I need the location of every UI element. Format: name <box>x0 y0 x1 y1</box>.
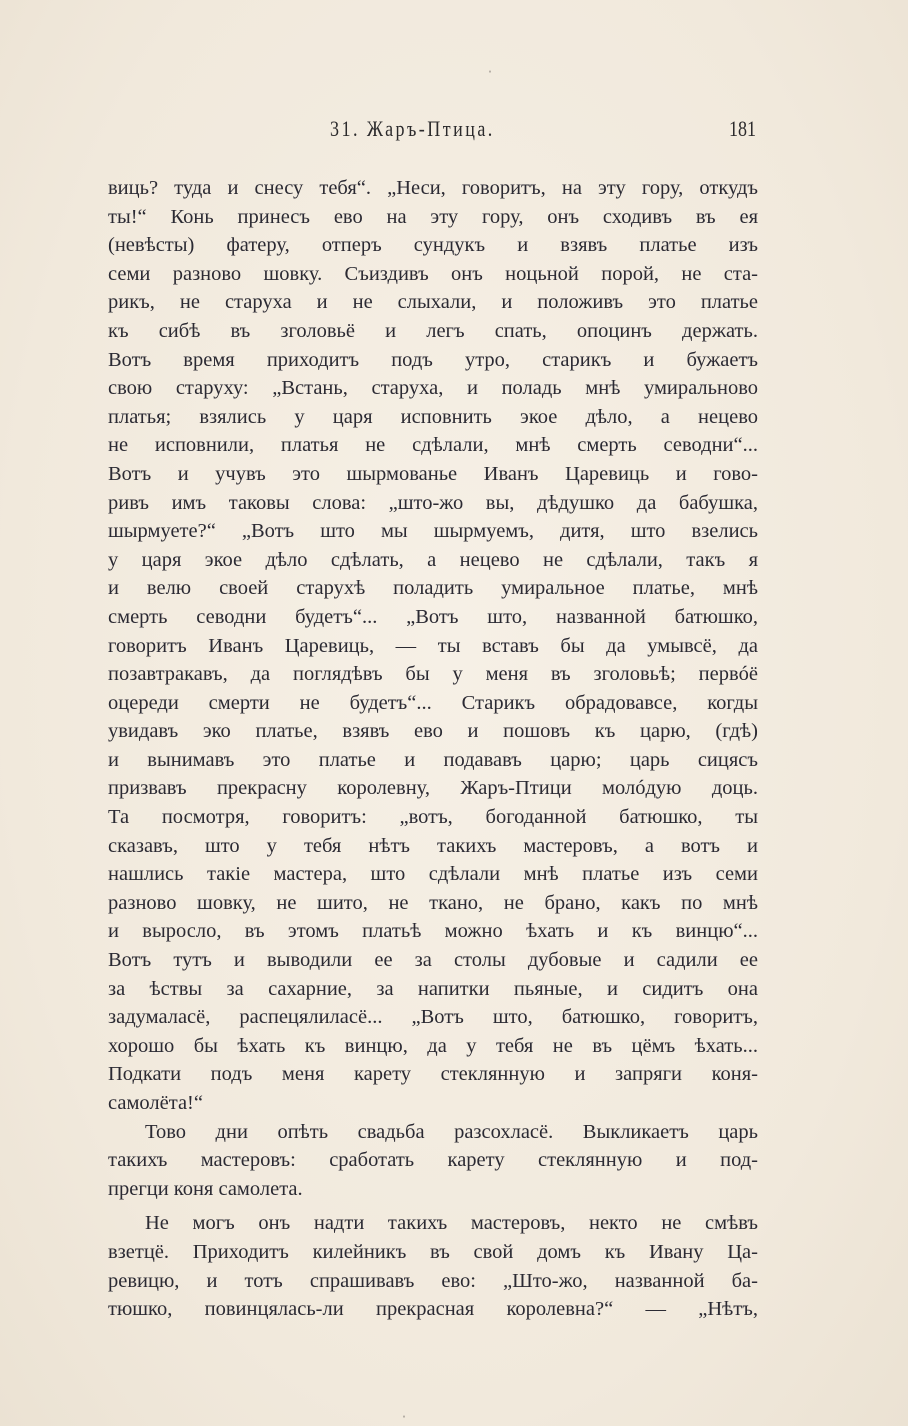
print-speck: ˈ <box>488 68 492 82</box>
text-line: призвавъ прекрасну королевну, Жаръ-Птици молóдую доць. <box>108 777 758 800</box>
paragraph <box>108 174 758 1118</box>
text-line: не исповнили, платья не сдѣлали, мнѣ смерть севодни“... <box>108 434 758 457</box>
text-line: задумаласё, распецялиласё... „Вотъ што, батюшко, говоритъ, <box>108 1006 758 1029</box>
text-line: и выросло, въ этомъ платьѣ можно ѣхать и къ винцю“... <box>108 920 758 943</box>
running-head: 31. Жаръ-Птица. <box>330 116 495 141</box>
text-line: нашлись такіе мастера, што сдѣлали мнѣ платье изъ семи <box>108 863 758 886</box>
text-line: смерть севодни будетъ“... „Вотъ што, названной батюшко, <box>108 605 758 628</box>
text-line: Вотъ тутъ и выводили ее за столы дубовые и садили ее <box>108 949 758 972</box>
text-line: увидавъ эко платье, взявъ ево и пошовъ къ царю, (гдѣ) <box>108 720 758 743</box>
paragraph <box>108 1209 758 1323</box>
text-line: шырмуете?“ „Вотъ што мы шырмуемъ, дитя, што взелись <box>108 520 758 543</box>
page-number: 181 <box>728 116 756 141</box>
text-line: позавтракавъ, да поглядѣвъ бы у меня въ зголовьѣ; первóё <box>108 663 758 686</box>
text-line: ревицю, и тотъ спрашивавъ ево: „Што-жо, названной ба- <box>108 1269 758 1292</box>
text-line: ты!“ Конь принесъ ево на эту гору, онъ сходивъ въ ея <box>108 205 758 228</box>
text-line: и велю своей старухѣ поладить умиральное платье, мнѣ <box>108 577 758 600</box>
print-speck: ˌ <box>402 1404 406 1418</box>
paragraph <box>108 1118 758 1204</box>
text-line: къ сибѣ въ зголовьё и легъ спать, опоцинъ держать. <box>108 319 758 342</box>
text-line: Не могъ онъ надти такихъ мастеровъ, некто не смѣвъ <box>145 1212 758 1235</box>
page-header <box>110 116 756 146</box>
text-line: тюшко, повинцялась-ли прекрасная королевна?“ — „Нѣтъ, <box>108 1298 758 1321</box>
text-line: рикъ, не старуха и не слыхали, и положивъ это платье <box>108 291 758 314</box>
text-line: (невѣсты) фатеру, отперъ сундукъ и взявъ платье изъ <box>108 234 758 257</box>
text-line: семи разново шовку. Съиздивъ онъ ноцьной порой, не ста- <box>108 262 758 285</box>
text-line: Вотъ и учувъ это шырмованье Иванъ Царевиць и гово- <box>108 462 758 485</box>
text-line: разново шовку, не шито, не ткано, не брано, какъ по мнѣ <box>108 891 758 914</box>
text-line: Подкати подъ меня карету стеклянную и запряги коня- <box>108 1063 758 1086</box>
text-line: сказавъ, што у тебя нѣтъ такихъ мастеровъ, а вотъ и <box>108 834 758 857</box>
text-line: взетцё. Приходитъ килейникъ въ свой домъ къ Ивану Ца- <box>108 1240 758 1263</box>
text-line: хорошо бы ѣхать къ винцю, да у тебя не въ цёмъ ѣхать... <box>108 1034 758 1057</box>
text-line: ривъ имъ таковы слова: „што-жо вы, дѣдушко да бабушка, <box>108 491 758 514</box>
text-line: Тово дни опѣть свадьба разсохласё. Выкликаетъ царь <box>145 1120 758 1143</box>
body-text <box>108 174 758 1324</box>
text-line: самолёта!“ <box>108 1092 203 1114</box>
text-line: прегци коня самолета. <box>108 1177 303 1200</box>
text-line: Та посмотря, говоритъ: „вотъ, богоданной батюшко, ты <box>108 806 758 829</box>
text-line: Вотъ время приходитъ подъ утро, старикъ и бужаетъ <box>108 348 758 371</box>
text-line: виць? туда и снесу тебя“. „Неси, говоритъ, на эту гору, откудъ <box>108 177 758 199</box>
text-line: оцереди смерти не будетъ“... Старикъ обрадовавсе, когды <box>108 691 758 714</box>
text-line: такихъ мастеровъ: сработать карету стеклянную и под- <box>108 1149 758 1172</box>
text-line: свою старуху: „Встань, старуха, и поладь мнѣ умиральново <box>108 377 758 400</box>
text-line: говоритъ Иванъ Царевиць, — ты вставъ бы да умывсё, да <box>108 634 758 657</box>
text-line: за ѣствы за сахарние, за напитки пьяные, и сидитъ она <box>108 977 758 1000</box>
text-line: платья; взялись у царя исповнить экое дѣло, а нецево <box>108 405 758 428</box>
text-line: и вынимавъ это платье и подававъ царю; царь сицясъ <box>108 748 758 771</box>
text-line: у царя экое дѣло сдѣлать, а нецево не сдѣлали, такъ я <box>108 548 758 571</box>
